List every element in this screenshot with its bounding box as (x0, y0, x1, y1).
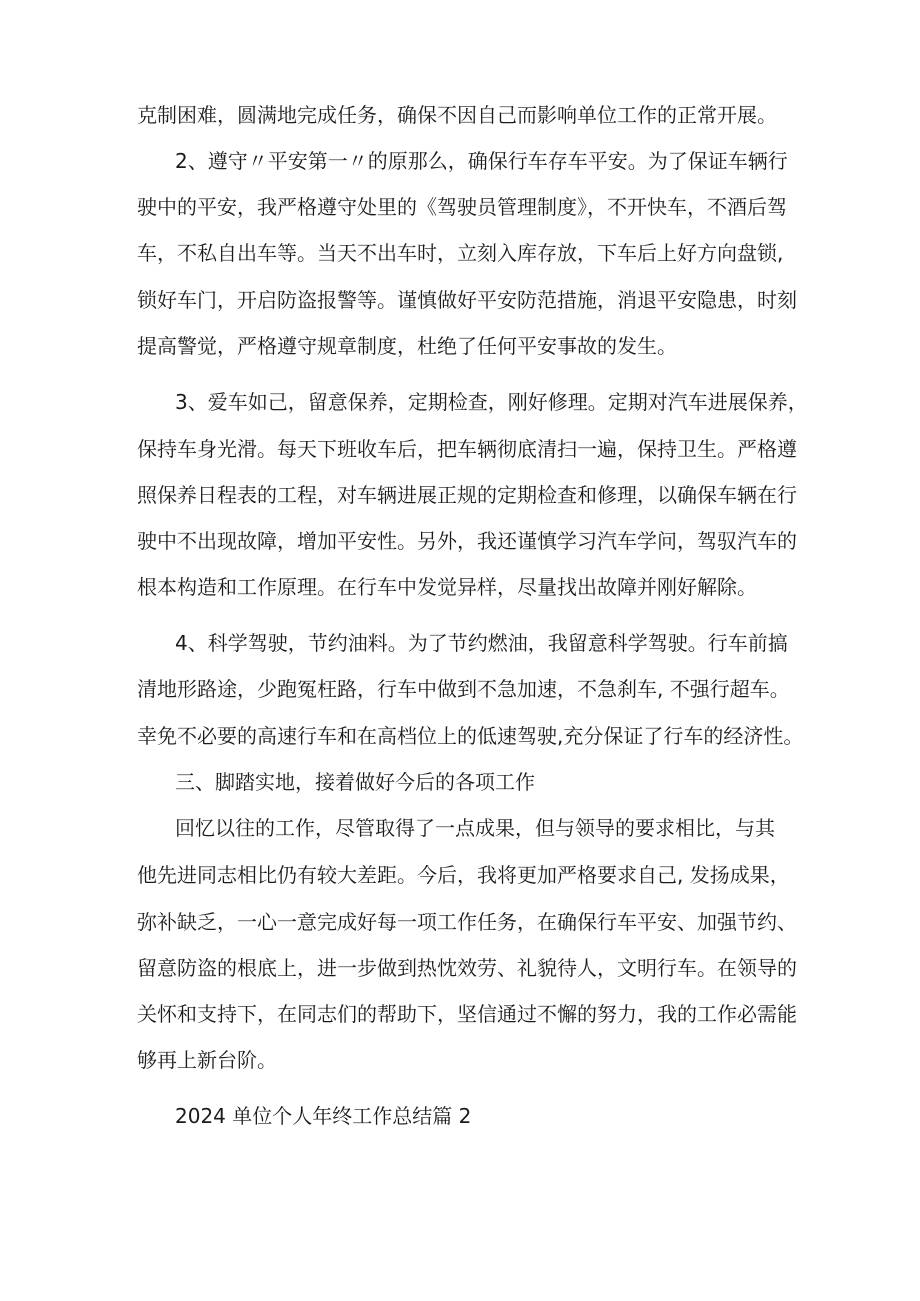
text-line: 提高警觉，严格遵守规章制度，杜绝了任何平安事故的发生。 (137, 334, 677, 358)
text-line: 车，不私自出车等。当天不出车时，立刻入库存放，下车后上好方向盘锁, (137, 241, 784, 265)
text-line: 2、遵守〃平安第一〃的原那么，确保行车存车平安。为了保证车辆行 (175, 149, 788, 173)
text-line: 他先进同志相比仍有较大差距。今后，我将更加严格要求自己, 发扬成果， (137, 863, 790, 887)
text-line: 3、爱车如己，留意保养，定期检查，刚好修理。定期对汽车进展保养， (175, 390, 808, 414)
text-line: 驶中不出现故障，增加平安性。另外，我还谨慎学习汽车学问，驾驭汽车的 (137, 529, 797, 553)
text-line: 回忆以往的工作，尽管取得了一点成果，但与领导的要求相比，与其 (175, 816, 775, 840)
text-line: 关怀和支持下，在同志们的帮助下，坚信通过不懈的努力，我的工作必需能 (137, 1002, 797, 1026)
text-line: 清地形路途，少跑冤枉路，行车中做到不急加速，不急刹车, 不强行超车。 (137, 677, 790, 701)
text-line: 锁好车门，开启防盗报警等。谨慎做好平安防范措施，消退平安隐患，时刻 (137, 288, 797, 312)
text-line: 驶中的平安，我严格遵守处里的《驾驶员管理制度》，不开快车，不酒后驾 (137, 195, 787, 219)
text-line: 够再上新台阶。 (137, 1048, 277, 1072)
text-line: 幸免不必要的高速行车和在高档位上的低速驾驶,充分保证了行车的经济性。 (137, 724, 804, 748)
text-line: 弥补缺乏，一心一意完成好每一项工作任务，在确保行车平安、加强节约、 (137, 910, 797, 934)
text-line: 根本构造和工作原理。在行车中发觉异样，尽量找出故障并刚好解除。 (137, 575, 757, 599)
text-line: 留意防盗的根底上，进一步做到热忱效劳、礼貌待人，文明行车。在领导的 (137, 956, 797, 980)
text-line: 克制困难，圆满地完成任务，确保不因自己而影响单位工作的正常开展。 (137, 103, 777, 127)
section-heading: 三、脚踏实地，接着做好今后的各项工作 (175, 770, 535, 794)
section-title: 2024 单位个人年终工作总结篇 2 (175, 1104, 472, 1128)
text-line: 4、科学驾驶，节约油料。为了节约燃油，我留意科学驾驶。行车前搞 (175, 631, 788, 655)
text-line: 照保养日程表的工程，对车辆进展正规的定期检查和修理，以确保车辆在行 (137, 483, 797, 507)
text-line: 保持车身光滑。每天下班收车后，把车辆彻底清扫一遍，保持卫生。严格遵 (137, 437, 797, 461)
